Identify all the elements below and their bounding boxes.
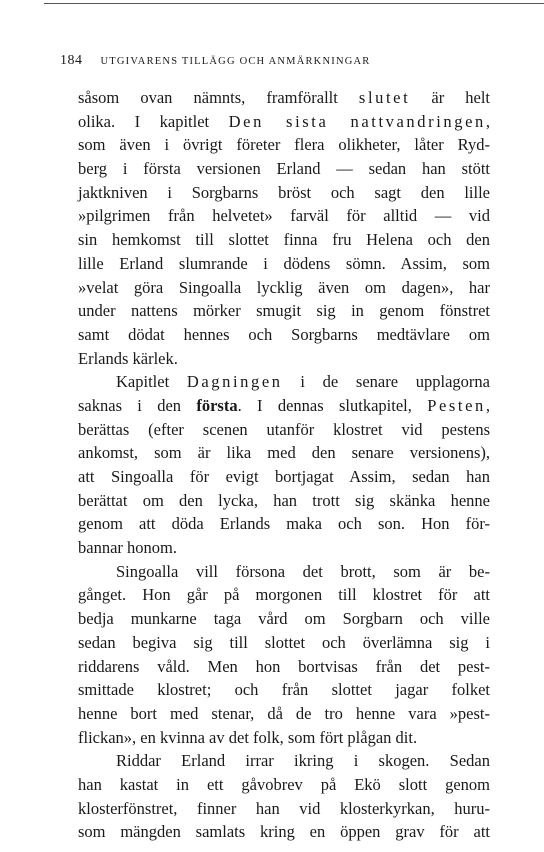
text-segment: ,	[485, 111, 490, 131]
text-segment: ,	[485, 395, 490, 415]
text-segment: saknas i den	[78, 395, 197, 415]
text-line	[78, 820, 490, 844]
text-line	[78, 252, 490, 276]
text-line	[78, 157, 490, 181]
text-segment: han kastat in ett gåvobrev på Ekö slott genom	[78, 774, 490, 794]
text-line	[78, 347, 490, 371]
running-head: UTGIVARENS TILLÄGG OCH ANMÄRKNINGAR	[100, 56, 371, 67]
text-segment: som mängden samlats kring en öppen grav för att	[78, 822, 490, 842]
text-segment: smittade klostret; och från slottet jagar folket	[78, 680, 490, 700]
text-segment: Singoalla vill försona det brott, som är be-	[116, 561, 490, 581]
text-line	[78, 536, 490, 560]
text-segment: flickan», en kvinna av det folk, som fört plågan dit.	[78, 727, 418, 747]
top-edge-rule	[44, 3, 544, 4]
text-segment: Riddar Erland irrar ikring i skogen. Sedan	[116, 751, 490, 771]
text-segment: som även i övrigt företer flera olikheter, låter Ryd-	[78, 135, 490, 155]
text-segment: är helt	[410, 88, 491, 107]
text-line	[78, 86, 490, 110]
text-line	[78, 276, 490, 300]
text-line	[78, 773, 490, 797]
text-segment: samt dödat hennes och Sorgbarns medtävlare om	[78, 324, 490, 344]
text-segment: Kapitlet	[116, 372, 187, 392]
text-segment: riddarens våld. Men hon bortvisas från det pest-	[78, 656, 490, 676]
page-header	[60, 51, 500, 69]
text-line	[78, 418, 490, 442]
text-segment: gånget. Hon går på morgonen till klostret för att	[78, 585, 490, 605]
text-segment: »velat göra Singoalla lycklig även om dagen», har	[78, 277, 490, 297]
text-segment: berättat om den lycka, han trott sig skänka henne	[78, 490, 490, 510]
spaced-emphasis: slutet	[358, 88, 411, 107]
text-line	[78, 133, 490, 157]
text-segment: såsom ovan nämnts, framförallt	[78, 88, 359, 107]
text-segment: berättas (efter scenen utanför klostret vid pestens	[78, 419, 490, 439]
text-segment: bedja munkarne taga vård om Sorgbarn och ville	[78, 609, 490, 629]
text-line	[78, 726, 490, 750]
text-line	[78, 370, 490, 394]
text-segment: klosterfönstret, finner han vid klosterkyrkan, huru-	[78, 798, 490, 818]
text-line	[78, 797, 490, 821]
text-line	[78, 583, 490, 607]
text-line	[78, 441, 490, 465]
text-segment: henne bort med stenar, då de tro henne vara »pest-	[78, 703, 490, 723]
text-segment: Erlands kärlek.	[78, 348, 178, 368]
text-segment: under nattens mörker smugit sig in genom fönstret	[78, 301, 490, 321]
text-segment: jaktkniven i Sorgbarns bröst och sagt den lille	[78, 182, 490, 202]
text-line	[78, 181, 490, 205]
text-segment: »pilgrimen från helvetet» farväl för alltid — vid	[78, 206, 490, 226]
text-segment: att Singoalla för evigt bortjagat Assim, sedan han	[78, 467, 490, 486]
text-segment: bannar honom.	[78, 538, 177, 558]
text-segment: lille Erland slumrande i dödens sömn. Assim, som	[78, 253, 490, 273]
body-text	[78, 86, 490, 844]
text-line	[78, 299, 490, 323]
text-line	[78, 631, 490, 655]
text-segment: sedan begiva sig till slottet och överlämna sig i	[78, 632, 490, 652]
text-line	[78, 110, 490, 134]
text-line	[78, 489, 490, 513]
text-line	[78, 512, 490, 536]
text-line	[78, 702, 490, 726]
spaced-emphasis: Dagningen	[186, 372, 283, 392]
text-line	[78, 323, 490, 347]
text-segment: . I dennas slutkapitel,	[237, 395, 428, 415]
text-line	[78, 228, 490, 252]
text-segment: i de senare upplagorna	[282, 372, 490, 392]
spaced-emphasis: Pesten	[427, 395, 486, 415]
bold-emphasis: första	[196, 395, 238, 415]
text-segment: sin hemkomst till slottet finna fru Helena och den	[78, 230, 490, 250]
text-segment: berg i första versionen Erland — sedan han stött	[78, 159, 490, 179]
text-line	[78, 560, 490, 584]
text-line	[78, 394, 490, 418]
text-segment: ankomst, som är lika med den senare versionens),	[78, 443, 490, 463]
text-line	[78, 465, 490, 489]
text-line	[78, 655, 490, 679]
page-number: 184	[60, 53, 83, 68]
spaced-emphasis: Den sista nattvandringen	[228, 111, 486, 131]
text-segment: genom att döda Erlands maka och son. Hon för-	[78, 514, 490, 534]
text-line	[78, 749, 490, 773]
text-segment: olika. I kapitlet	[78, 111, 229, 131]
text-line	[78, 678, 490, 702]
text-line	[78, 607, 490, 631]
text-line	[78, 204, 490, 228]
